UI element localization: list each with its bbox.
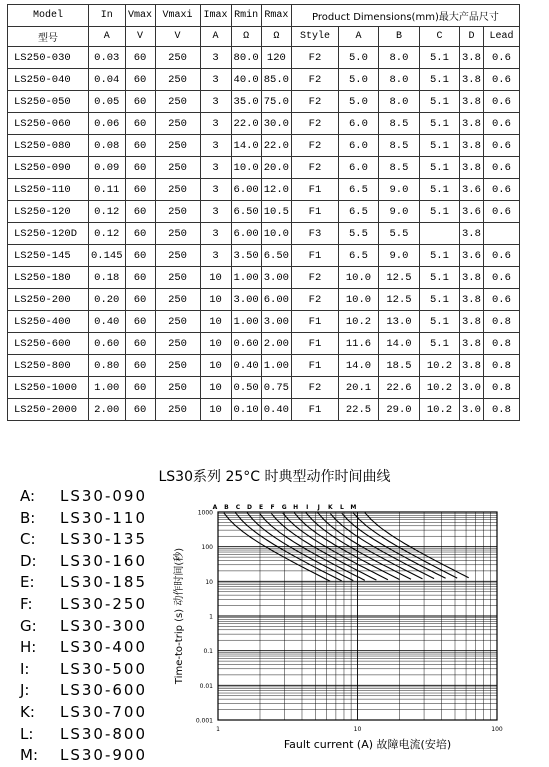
value-cell: F1 <box>291 245 338 267</box>
value-cell: 0.80 <box>89 355 126 377</box>
model-cell: LS250-090 <box>8 157 89 179</box>
value-cell: 0.60 <box>231 333 261 355</box>
value-cell: 0.40 <box>231 355 261 377</box>
value-cell: 6.5 <box>338 179 378 201</box>
curve-letter-label: E <box>259 504 264 511</box>
value-cell: 60 <box>125 245 155 267</box>
value-cell: 12.5 <box>378 289 419 311</box>
value-cell: F1 <box>291 399 338 421</box>
value-cell: 0.8 <box>483 377 519 399</box>
value-cell: 60 <box>125 377 155 399</box>
model-cell: LS250-030 <box>8 47 89 69</box>
value-cell: 3.8 <box>459 355 483 377</box>
value-cell: 3.00 <box>261 267 291 289</box>
value-cell: 0.08 <box>89 135 126 157</box>
value-cell: F2 <box>291 267 338 289</box>
value-cell: F2 <box>291 91 338 113</box>
value-cell: 10.0 <box>338 289 378 311</box>
value-cell: 5.0 <box>338 91 378 113</box>
unit-cell: Ω <box>261 27 291 47</box>
legend-model: LS30-185 <box>60 573 148 592</box>
value-cell: 5.1 <box>419 135 459 157</box>
value-cell: 60 <box>125 333 155 355</box>
curve-letter-label: D <box>247 504 252 511</box>
legend-key: A: <box>20 487 36 505</box>
x-axis-label: Fault current (A) 故障电流(安培) <box>283 738 452 751</box>
value-cell: 0.50 <box>231 377 261 399</box>
value-cell: 2.00 <box>261 333 291 355</box>
value-cell: 250 <box>155 47 200 69</box>
value-cell: 20.0 <box>261 157 291 179</box>
legend-model: LS30-250 <box>60 594 148 613</box>
legend-key: F: <box>20 594 33 613</box>
value-cell: 3 <box>200 69 231 91</box>
model-cell: LS250-110 <box>8 179 89 201</box>
value-cell: 22.6 <box>378 377 419 399</box>
value-cell: 60 <box>125 135 155 157</box>
value-cell: 0.75 <box>261 377 291 399</box>
y-tick-label: 0.01 <box>199 682 213 690</box>
legend-model: LS30-135 <box>60 530 148 549</box>
value-cell: 0.6 <box>483 201 519 223</box>
curve-letter-label: G <box>281 504 287 511</box>
value-cell: 10.5 <box>261 201 291 223</box>
value-cell: F2 <box>291 377 338 399</box>
value-cell: 3 <box>200 201 231 223</box>
value-cell: 6.0 <box>338 135 378 157</box>
value-cell: 6.00 <box>231 223 261 245</box>
y-tick-label: 10 <box>205 578 213 586</box>
value-cell: F1 <box>291 333 338 355</box>
value-cell: 3.00 <box>231 289 261 311</box>
value-cell: 12.0 <box>261 179 291 201</box>
model-cell: LS250-200 <box>8 289 89 311</box>
value-cell: 0.05 <box>89 91 126 113</box>
value-cell: 1.00 <box>261 355 291 377</box>
header-cell: In <box>89 5 126 27</box>
x-tick-label: 1 <box>216 726 220 733</box>
value-cell: 0.18 <box>89 267 126 289</box>
y-axis-label: Time-to-trip (s) 动作时间(秒) <box>174 547 185 685</box>
curve-letter-label: C <box>235 504 241 511</box>
value-cell: 9.0 <box>378 201 419 223</box>
unit-cell: Lead <box>483 27 519 47</box>
model-cell: LS250-080 <box>8 135 89 157</box>
value-cell: 10.2 <box>419 377 459 399</box>
header-cell: Model <box>8 5 89 27</box>
value-cell: 250 <box>155 135 200 157</box>
value-cell: 10 <box>200 311 231 333</box>
legend-model: LS30-600 <box>60 681 148 700</box>
value-cell: 10.0 <box>261 223 291 245</box>
value-cell: 6.5 <box>338 201 378 223</box>
curve-letter-label: M <box>350 504 357 511</box>
value-cell: 3.00 <box>261 311 291 333</box>
value-cell: 1.00 <box>231 267 261 289</box>
value-cell: 3 <box>200 245 231 267</box>
value-cell: 5.1 <box>419 201 459 223</box>
value-cell: 3.6 <box>459 201 483 223</box>
model-cell: LS250-800 <box>8 355 89 377</box>
value-cell: 0.6 <box>483 245 519 267</box>
model-cell: LS250-1000 <box>8 377 89 399</box>
value-cell: 5.1 <box>419 333 459 355</box>
y-tick-label: 1 <box>209 613 213 621</box>
model-cell: LS250-120D <box>8 223 89 245</box>
value-cell: 85.0 <box>261 69 291 91</box>
value-cell: 0.11 <box>89 179 126 201</box>
value-cell: 1.00 <box>89 377 126 399</box>
value-cell: 10 <box>200 333 231 355</box>
value-cell: 60 <box>125 179 155 201</box>
value-cell: 0.6 <box>483 157 519 179</box>
value-cell: F1 <box>291 311 338 333</box>
value-cell: 9.0 <box>378 245 419 267</box>
value-cell: F2 <box>291 135 338 157</box>
value-cell: 30.0 <box>261 113 291 135</box>
model-cell: LS250-040 <box>8 69 89 91</box>
value-cell: 3.8 <box>459 267 483 289</box>
value-cell: 0.03 <box>89 47 126 69</box>
header-cell: Product Dimensions(mm)最大产品尺寸 <box>291 5 519 27</box>
value-cell: 3 <box>200 157 231 179</box>
unit-cell: C <box>419 27 459 47</box>
unit-cell: B <box>378 27 419 47</box>
value-cell: 8.0 <box>378 47 419 69</box>
value-cell: 0.06 <box>89 113 126 135</box>
value-cell: F1 <box>291 201 338 223</box>
value-cell: 5.1 <box>419 157 459 179</box>
value-cell: 6.5 <box>338 245 378 267</box>
y-tick-label: 1000 <box>197 509 213 517</box>
legend-model: LS30-500 <box>60 659 148 678</box>
curve-letter-label: I <box>306 504 309 511</box>
value-cell: 5.5 <box>338 223 378 245</box>
value-cell: 75.0 <box>261 91 291 113</box>
value-cell: 14.0 <box>338 355 378 377</box>
value-cell: 3.8 <box>459 113 483 135</box>
value-cell: 5.1 <box>419 91 459 113</box>
value-cell: 250 <box>155 377 200 399</box>
legend-key: H: <box>20 638 37 657</box>
value-cell: 250 <box>155 157 200 179</box>
value-cell: 29.0 <box>378 399 419 421</box>
y-tick-label: 0.1 <box>203 648 213 656</box>
value-cell: 3 <box>200 179 231 201</box>
value-cell: 60 <box>125 355 155 377</box>
value-cell: 60 <box>125 157 155 179</box>
legend-model: LS30-900 <box>60 746 148 765</box>
value-cell: 10 <box>200 377 231 399</box>
value-cell: 60 <box>125 289 155 311</box>
model-cell: LS250-2000 <box>8 399 89 421</box>
value-cell: 14.0 <box>378 333 419 355</box>
value-cell: 5.0 <box>338 47 378 69</box>
value-cell: 2.00 <box>89 399 126 421</box>
value-cell: F2 <box>291 113 338 135</box>
header-cell: Rmax <box>261 5 291 27</box>
value-cell: 10 <box>200 267 231 289</box>
value-cell: 5.1 <box>419 311 459 333</box>
value-cell: 0.8 <box>483 333 519 355</box>
legend-key: I: <box>20 659 30 678</box>
value-cell: 3.8 <box>459 289 483 311</box>
value-cell: 6.50 <box>261 245 291 267</box>
value-cell: 10 <box>200 399 231 421</box>
value-cell: 0.40 <box>89 311 126 333</box>
value-cell: 60 <box>125 91 155 113</box>
legend-key: D: <box>20 551 37 570</box>
value-cell: 1.00 <box>231 311 261 333</box>
value-cell: 5.1 <box>419 69 459 91</box>
value-cell: 6.00 <box>261 289 291 311</box>
value-cell: 250 <box>155 399 200 421</box>
unit-cell: Ω <box>231 27 261 47</box>
curve-letter-label: L <box>339 504 344 511</box>
y-tick-label: 100 <box>201 544 213 552</box>
value-cell: 60 <box>125 113 155 135</box>
value-cell: 0.12 <box>89 223 126 245</box>
value-cell: F1 <box>291 179 338 201</box>
value-cell: 3 <box>200 91 231 113</box>
value-cell: 3.8 <box>459 91 483 113</box>
value-cell: 10 <box>200 289 231 311</box>
value-cell: 3.8 <box>459 223 483 245</box>
legend-key: E: <box>20 573 35 592</box>
value-cell: F2 <box>291 69 338 91</box>
value-cell: 0.6 <box>483 289 519 311</box>
model-cell: LS250-050 <box>8 91 89 113</box>
value-cell: 250 <box>155 223 200 245</box>
value-cell: 60 <box>125 399 155 421</box>
value-cell: 5.1 <box>419 47 459 69</box>
value-cell: 3.0 <box>459 377 483 399</box>
x-tick-label: 100 <box>491 726 503 733</box>
value-cell: 0.09 <box>89 157 126 179</box>
legend-model: LS30-700 <box>60 702 148 721</box>
value-cell: 0.6 <box>483 47 519 69</box>
value-cell: 3.8 <box>459 157 483 179</box>
value-cell: 10.2 <box>419 399 459 421</box>
value-cell: 3.6 <box>459 245 483 267</box>
value-cell: 22.0 <box>261 135 291 157</box>
unit-cell: A <box>89 27 126 47</box>
value-cell: 12.5 <box>378 267 419 289</box>
value-cell: 0.20 <box>89 289 126 311</box>
model-cell: LS250-400 <box>8 311 89 333</box>
value-cell: 5.1 <box>419 267 459 289</box>
value-cell: 250 <box>155 113 200 135</box>
curve-letter-label: B <box>224 504 229 511</box>
value-cell: 8.5 <box>378 157 419 179</box>
value-cell: 10.2 <box>419 355 459 377</box>
model-cell: LS250-600 <box>8 333 89 355</box>
header-cell: Imax <box>200 5 231 27</box>
model-cell: LS250-120 <box>8 201 89 223</box>
value-cell: 35.0 <box>231 91 261 113</box>
legend-model: LS30-400 <box>60 638 148 657</box>
value-cell: 3 <box>200 113 231 135</box>
value-cell: 3 <box>200 135 231 157</box>
value-cell: 60 <box>125 267 155 289</box>
value-cell: 5.1 <box>419 179 459 201</box>
header-cell: Rmin <box>231 5 261 27</box>
unit-cell: A <box>338 27 378 47</box>
value-cell: 3.0 <box>459 399 483 421</box>
curve-letter-label: J <box>317 504 320 511</box>
value-cell: 0.12 <box>89 201 126 223</box>
value-cell: 3.6 <box>459 179 483 201</box>
value-cell: 40.0 <box>231 69 261 91</box>
value-cell: F3 <box>291 223 338 245</box>
legend-key: G: <box>20 616 37 635</box>
value-cell: 0.6 <box>483 135 519 157</box>
value-cell: 3 <box>200 223 231 245</box>
value-cell: 22.0 <box>231 113 261 135</box>
unit-cell: V <box>125 27 155 47</box>
value-cell: 5.1 <box>419 289 459 311</box>
value-cell: 0.145 <box>89 245 126 267</box>
curve-letter-label: A <box>212 504 218 511</box>
value-cell: 0.40 <box>261 399 291 421</box>
model-cell: LS250-180 <box>8 267 89 289</box>
unit-cell: V <box>155 27 200 47</box>
unit-cell: 型号 <box>8 27 89 47</box>
unit-cell: A <box>200 27 231 47</box>
value-cell: 10.0 <box>231 157 261 179</box>
value-cell: 0.6 <box>483 91 519 113</box>
value-cell: 6.00 <box>231 179 261 201</box>
legend-model: LS30-300 <box>60 616 148 635</box>
legend-key: M: <box>20 746 38 765</box>
value-cell: 250 <box>155 355 200 377</box>
value-cell: F2 <box>291 157 338 179</box>
legend-key: B: <box>20 508 36 527</box>
legend-model: LS30-160 <box>60 551 148 570</box>
value-cell: 13.0 <box>378 311 419 333</box>
value-cell: 0.6 <box>483 113 519 135</box>
curve-letter-label: F <box>270 504 275 511</box>
value-cell: 3.8 <box>459 333 483 355</box>
value-cell: 5.1 <box>419 245 459 267</box>
value-cell: 11.6 <box>338 333 378 355</box>
value-cell: 80.0 <box>231 47 261 69</box>
value-cell: 250 <box>155 333 200 355</box>
value-cell: F2 <box>291 47 338 69</box>
value-cell: 60 <box>125 223 155 245</box>
value-cell: 60 <box>125 201 155 223</box>
value-cell: 0.6 <box>483 69 519 91</box>
legend-key: J: <box>20 681 30 700</box>
value-cell: 250 <box>155 267 200 289</box>
value-cell: 60 <box>125 69 155 91</box>
value-cell: 250 <box>155 311 200 333</box>
value-cell: 3.50 <box>231 245 261 267</box>
value-cell: 3.8 <box>459 47 483 69</box>
value-cell: 8.5 <box>378 135 419 157</box>
x-tick-label: 10 <box>353 726 362 733</box>
value-cell: 3.8 <box>459 135 483 157</box>
value-cell: 3.8 <box>459 311 483 333</box>
value-cell: 22.5 <box>338 399 378 421</box>
value-cell: 20.1 <box>338 377 378 399</box>
legend-key: L: <box>20 724 34 743</box>
value-cell: 250 <box>155 69 200 91</box>
value-cell: 10 <box>200 355 231 377</box>
unit-cell: Style <box>291 27 338 47</box>
value-cell: 120 <box>261 47 291 69</box>
curve-title: LS30系列 25°C 时典型动作时间曲线 <box>158 469 391 485</box>
model-cell: LS250-060 <box>8 113 89 135</box>
value-cell: 250 <box>155 289 200 311</box>
value-cell: 14.0 <box>231 135 261 157</box>
value-cell: 3 <box>200 47 231 69</box>
model-cell: LS250-145 <box>8 245 89 267</box>
value-cell: 60 <box>125 47 155 69</box>
header-cell: Vmaxi <box>155 5 200 27</box>
value-cell: 8.0 <box>378 91 419 113</box>
curve-letter-label: H <box>293 504 299 511</box>
value-cell: 0.6 <box>483 179 519 201</box>
legend-key: K: <box>20 702 35 721</box>
value-cell: 9.0 <box>378 179 419 201</box>
value-cell: 3.8 <box>459 69 483 91</box>
unit-cell: D <box>459 27 483 47</box>
value-cell: 250 <box>155 179 200 201</box>
value-cell: 0.8 <box>483 311 519 333</box>
value-cell: 8.5 <box>378 113 419 135</box>
value-cell: 250 <box>155 91 200 113</box>
value-cell: 250 <box>155 201 200 223</box>
value-cell: F1 <box>291 355 338 377</box>
value-cell: 0.04 <box>89 69 126 91</box>
value-cell: 0.10 <box>231 399 261 421</box>
value-cell: 5.1 <box>419 113 459 135</box>
curve-letter-label: K <box>327 504 333 511</box>
value-cell: 0.6 <box>483 267 519 289</box>
legend-key: C: <box>20 530 36 549</box>
value-cell: 5.5 <box>378 223 419 245</box>
value-cell: 6.50 <box>231 201 261 223</box>
value-cell: F2 <box>291 289 338 311</box>
value-cell: 5.0 <box>338 69 378 91</box>
value-cell: 10.0 <box>338 267 378 289</box>
header-cell: Vmax <box>125 5 155 27</box>
legend-model: LS30-090 <box>60 487 148 505</box>
value-cell: 10.2 <box>338 311 378 333</box>
legend-model: LS30-800 <box>60 724 148 743</box>
value-cell: 60 <box>125 311 155 333</box>
value-cell: 0.8 <box>483 355 519 377</box>
value-cell: 8.0 <box>378 69 419 91</box>
value-cell: 6.0 <box>338 157 378 179</box>
value-cell: 18.5 <box>378 355 419 377</box>
legend-model: LS30-110 <box>60 508 148 527</box>
value-cell: 0.60 <box>89 333 126 355</box>
y-tick-label: 0.001 <box>195 717 213 725</box>
value-cell: 0.8 <box>483 399 519 421</box>
value-cell: 250 <box>155 245 200 267</box>
value-cell: 6.0 <box>338 113 378 135</box>
